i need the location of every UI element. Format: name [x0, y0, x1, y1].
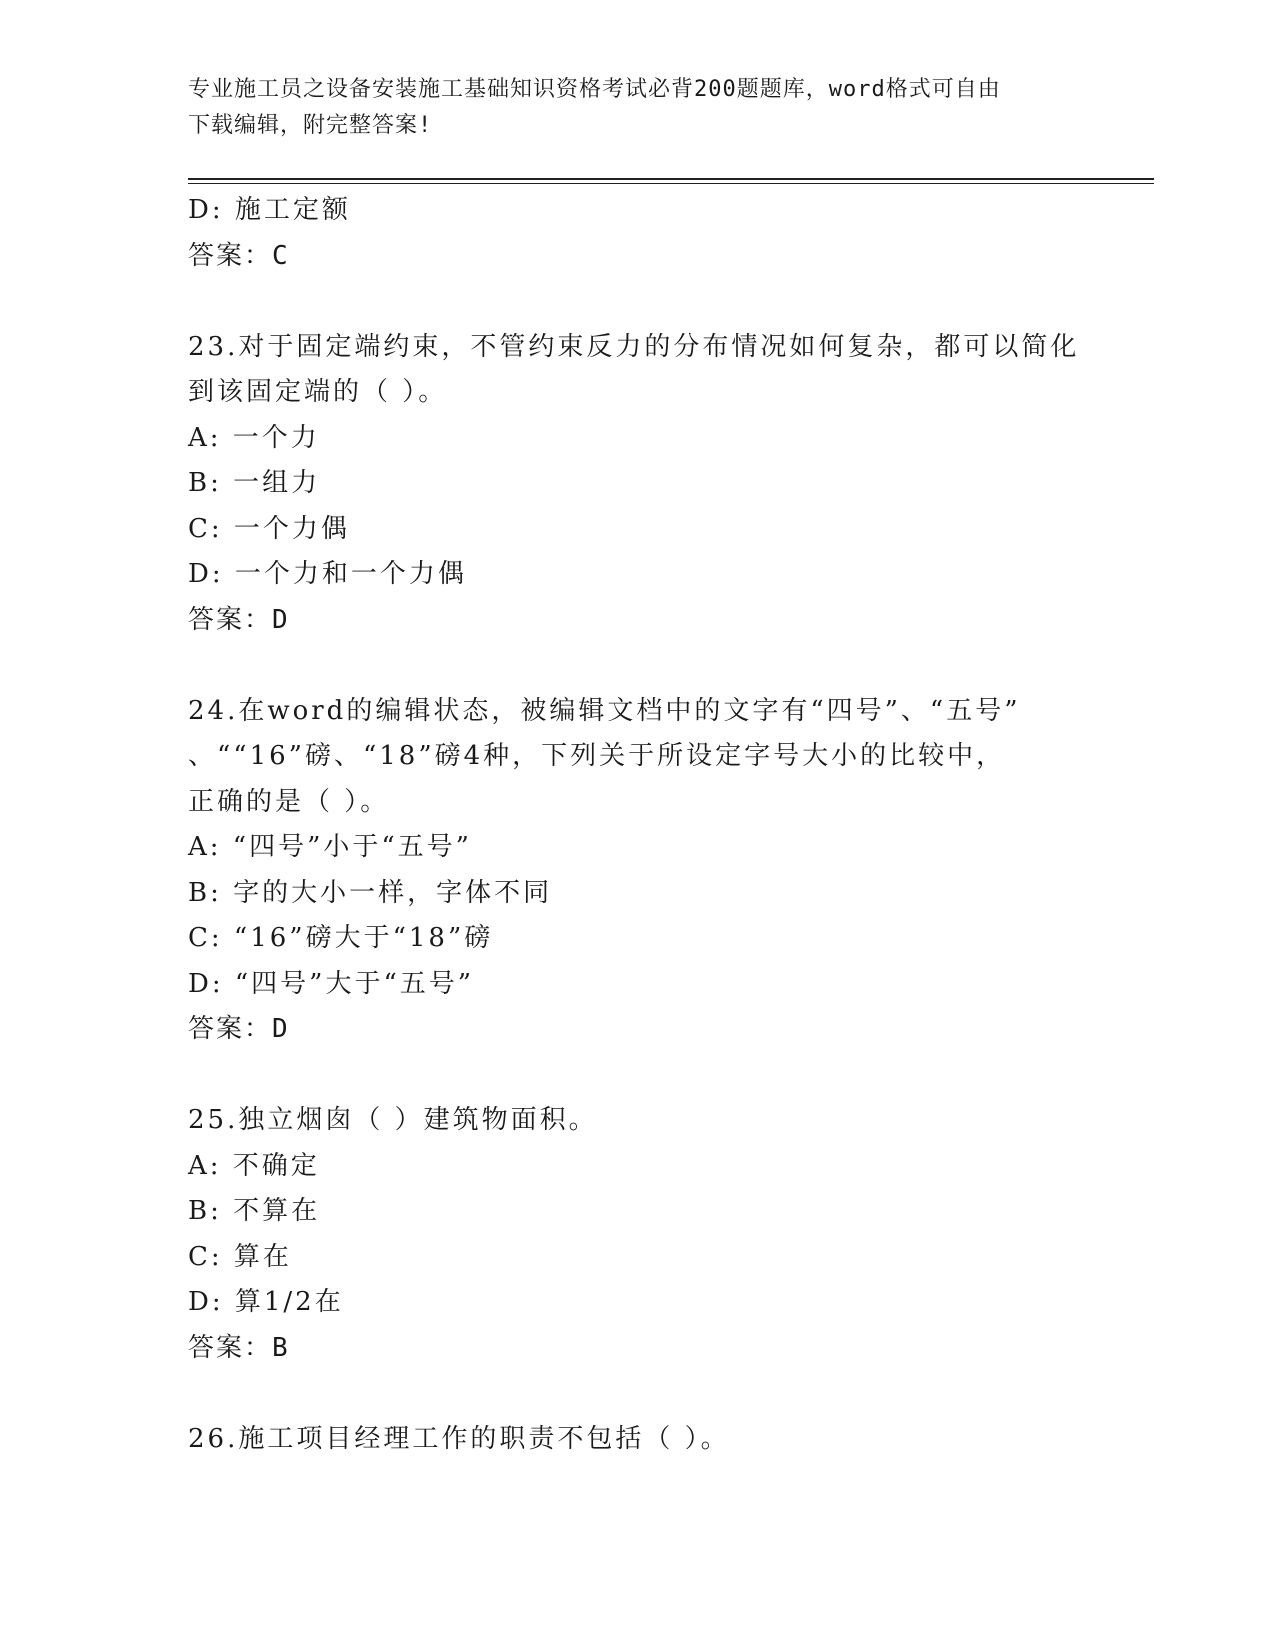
spacer [188, 279, 1088, 325]
option-b: B: 不算在 [188, 1196, 321, 1226]
answer-line: 答案：B [188, 1332, 290, 1363]
option-a: A: “四号”小于“五号” [188, 832, 472, 862]
question-stem-continued: 到该固定端的（ ）。 [188, 377, 448, 407]
answer-line: 答案：C [188, 240, 290, 271]
question-26 [188, 1417, 1088, 1463]
question-stem: 24.在word的编辑状态，被编辑文档中的文字有“四号”、“五号” [188, 695, 1021, 726]
answer-line: 答案：D [188, 1014, 290, 1044]
question-23 [188, 325, 1088, 644]
option-a: A: 一个力 [188, 422, 320, 453]
option-d: D: 施工定额 [188, 195, 351, 225]
option-b: B: 一组力 [188, 468, 321, 498]
spacer [188, 1053, 1088, 1099]
option-d: D: 一个力和一个力偶 [188, 559, 467, 589]
answer-line: 答案：D [188, 604, 290, 635]
question-stem-continued: 正确的是（ ）。 [188, 786, 390, 817]
option-a: A: 不确定 [188, 1150, 320, 1181]
document-header [188, 72, 1088, 144]
header-divider-thin [188, 183, 1154, 184]
option-d: D: “四号”大于“五号” [188, 968, 475, 999]
spacer [188, 1371, 1088, 1417]
header-title-line-1: 专业施工员之设备安装施工基础知识资格考试必背200题题库，word格式可自由 [188, 77, 1001, 102]
question-25 [188, 1098, 1088, 1371]
question-stem: 26.施工项目经理工作的职责不包括（ ）。 [188, 1423, 730, 1454]
question-22-tail [188, 188, 1088, 279]
question-stem-continued: 、““16”磅、“18”磅4种，下列关于所设定字号大小的比较中， [188, 741, 1006, 771]
question-list [188, 188, 1088, 1462]
question-stem: 23.对于固定端约束，不管约束反力的分布情况如何复杂，都可以简化 [188, 331, 1080, 362]
question-24 [188, 689, 1088, 1053]
question-stem: 25.独立烟囱（ ）建筑物面积。 [188, 1105, 598, 1135]
option-c: C: 一个力偶 [188, 513, 350, 544]
option-d: D: 算1/2在 [188, 1287, 344, 1317]
option-c: C: “16”磅大于“18”磅 [188, 923, 494, 953]
spacer [188, 643, 1088, 689]
header-title-line-2: 下载编辑，附完整答案! [188, 113, 433, 138]
option-b: B: 字的大小一样，字体不同 [188, 877, 553, 908]
header-divider-thick [188, 178, 1154, 180]
option-c: C: 算在 [188, 1241, 292, 1272]
